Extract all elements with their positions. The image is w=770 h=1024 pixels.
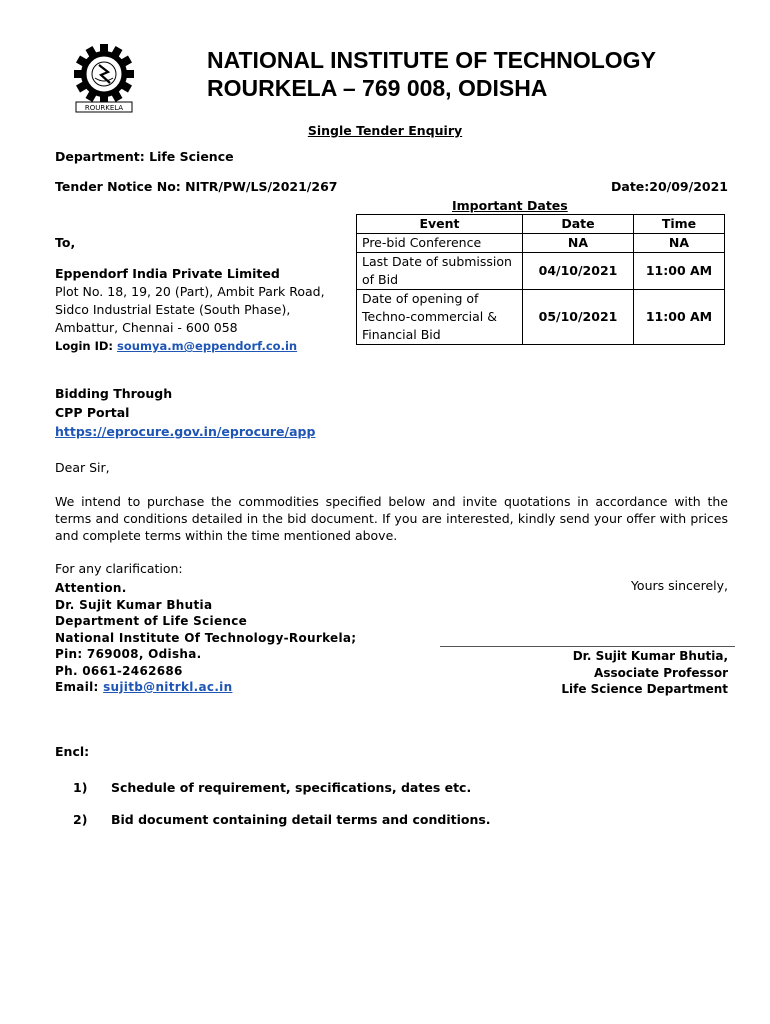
address-line: Ambattur, Chennai - 600 058 <box>55 320 238 335</box>
time-cell: 11:00 AM <box>634 253 725 290</box>
date-cell: NA <box>523 234 634 253</box>
body-paragraph: We intend to purchase the commodities specified below and invite quotations in accordance with the terms and conditions detailed in the bid document. If you are interested, kindly send your offer with prices and complete terms within the time mentioned above. <box>55 494 728 543</box>
important-dates-table <box>356 214 725 345</box>
closing: Yours sincerely, <box>630 578 728 593</box>
date-cell: 05/10/2021 <box>523 290 634 345</box>
department-label: Department: Life Science <box>55 149 234 164</box>
logo-text: ROURKELA <box>84 104 124 112</box>
signature-block: Dr. Sujit Kumar Bhutia, Associate Professor Life Science Department <box>561 649 728 696</box>
to-label: To, <box>55 235 76 250</box>
title-line-1: NATIONAL INSTITUTE OF TECHNOLOGY <box>207 47 656 73</box>
signature-line <box>440 646 735 647</box>
important-dates-heading: Important Dates <box>452 198 568 213</box>
address-line: Plot No. 18, 19, 20 (Part), Ambit Park Road, <box>55 284 325 299</box>
recipient-address <box>55 265 325 355</box>
clarification-label: For any clarification: <box>55 561 183 576</box>
table-row <box>357 253 725 290</box>
page-title <box>207 46 656 102</box>
contact-email-link[interactable]: sujitb@nitrkl.ac.in <box>103 680 233 694</box>
subject-heading: Single Tender Enquiry <box>307 123 463 138</box>
table-header-row <box>357 215 725 234</box>
event-cell: Date of opening of Techno-commercial & Financial Bid <box>357 290 523 345</box>
table-row <box>357 234 725 253</box>
bidding-info: Bidding Through CPP Portal https://eprocure.gov.in/eprocure/app <box>55 386 316 439</box>
header-event: Event <box>357 215 523 234</box>
recipient-company: Eppendorf India Private Limited <box>55 266 280 281</box>
login-id: Login ID: soumya.m@eppendorf.co.in <box>55 339 298 353</box>
title-line-2: ROURKELA – 769 008, ODISHA <box>207 75 548 101</box>
tender-notice-number: Tender Notice No: NITR/PW/LS/2021/267 <box>55 179 338 194</box>
event-cell: Last Date of submission of Bid <box>357 253 523 290</box>
contact-block: Attention. Dr. Sujit Kumar Bhutia Department of Life Science National Institute Of Technology-Rourkela; Pin: 769008, Odisha. Ph. 0661-2462686 Email: sujitb@nitrkl.ac.in <box>55 581 357 694</box>
event-cell: Pre-bid Conference <box>357 234 523 253</box>
time-cell: NA <box>634 234 725 253</box>
notice-date: Date:20/09/2021 <box>611 179 728 194</box>
enclosure-item: 1) Schedule of requirement, specifications, dates etc. <box>73 780 472 795</box>
address-line: Sidco Industrial Estate (South Phase), <box>55 302 291 317</box>
time-cell: 11:00 AM <box>634 290 725 345</box>
salutation: Dear Sir, <box>55 460 110 475</box>
login-email-link[interactable]: soumya.m@eppendorf.co.in <box>117 339 298 353</box>
cpp-portal-link[interactable]: https://eprocure.gov.in/eprocure/app <box>55 424 316 439</box>
enclosure-item: 2) Bid document containing detail terms and conditions. <box>73 812 491 827</box>
header-time: Time <box>634 215 725 234</box>
institute-logo <box>62 42 146 114</box>
enclosures-label: Encl: <box>55 744 90 759</box>
table-row <box>357 290 725 345</box>
date-cell: 04/10/2021 <box>523 253 634 290</box>
header-date: Date <box>523 215 634 234</box>
